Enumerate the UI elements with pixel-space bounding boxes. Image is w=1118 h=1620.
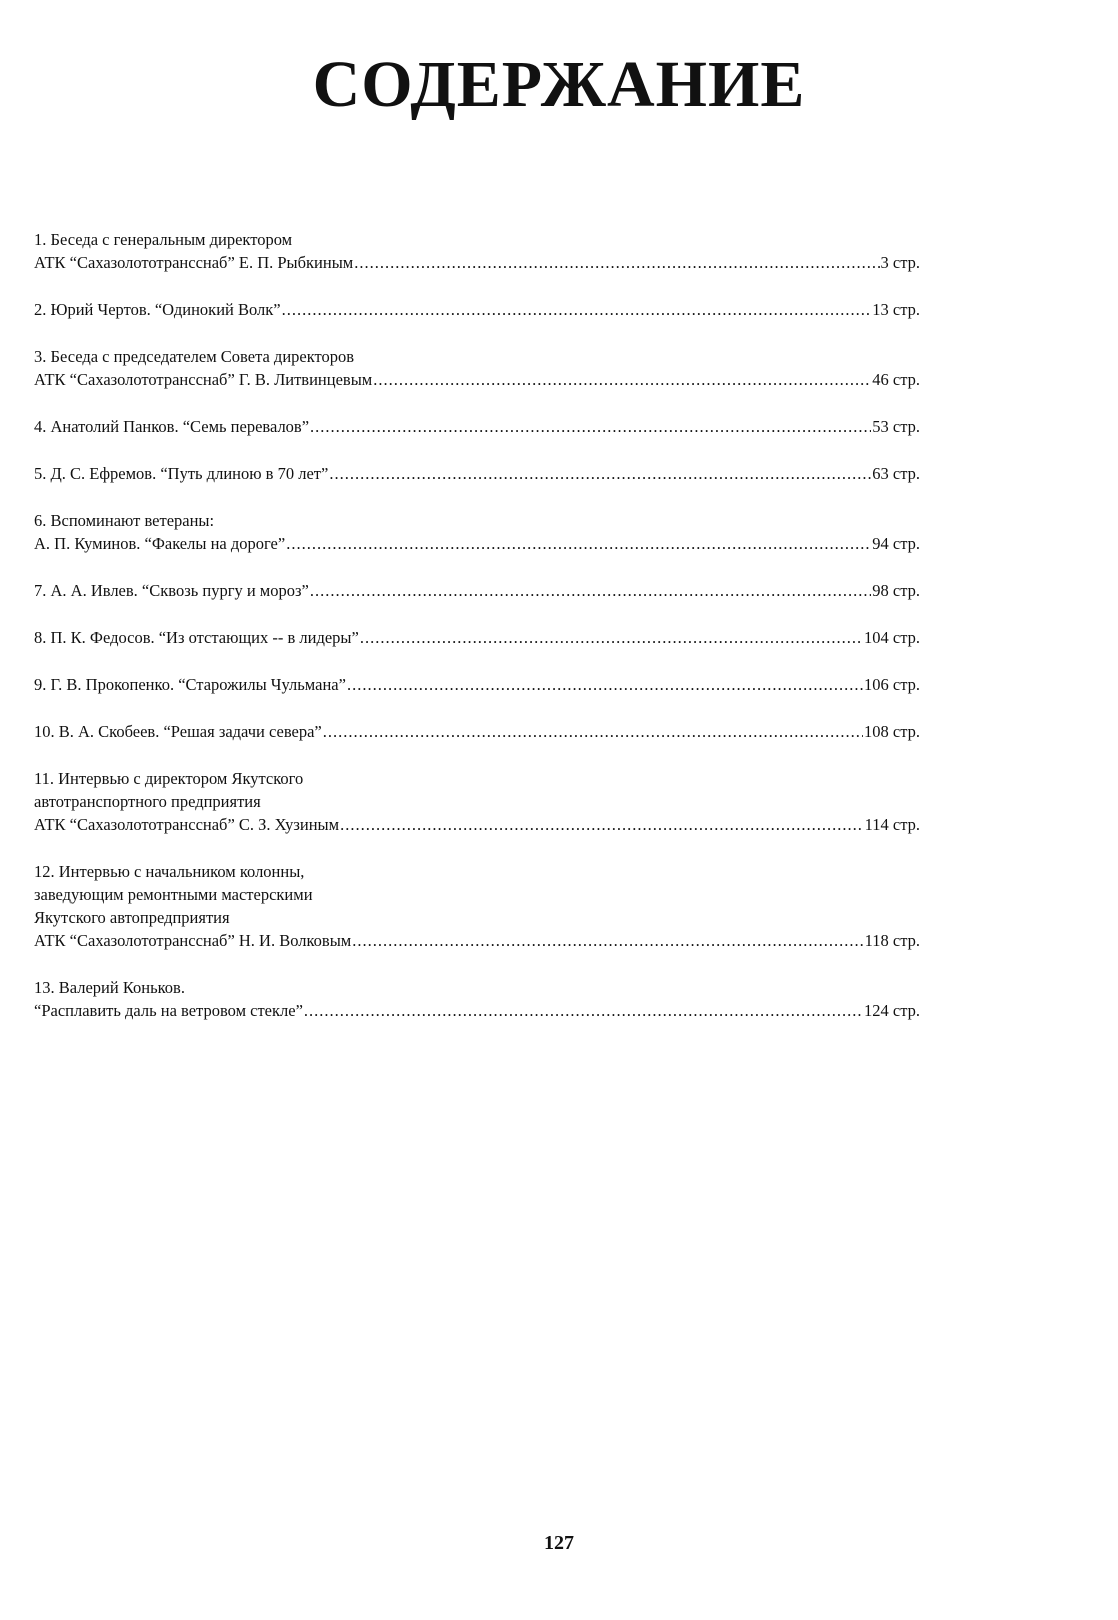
toc-page-ref: 13 стр. — [872, 300, 920, 319]
toc-entry-row — [34, 298, 920, 321]
toc-page-ref: 108 стр. — [864, 722, 920, 741]
toc-entry — [34, 345, 920, 391]
toc-entry-row — [34, 532, 920, 555]
toc-entry-row — [34, 626, 920, 649]
toc-page-ref: 46 стр. — [872, 370, 920, 389]
toc-entry-row — [34, 415, 920, 438]
dot-leader — [360, 626, 863, 649]
toc-entry-text: Якутского автопредприятия — [34, 908, 230, 927]
toc-page-ref: 98 стр. — [872, 581, 920, 600]
toc-entry-text: 1. Беседа с генеральным директором — [34, 230, 293, 249]
toc-entry-text: 5. Д. С. Ефремов. “Путь длиною в 70 лет” — [34, 464, 329, 483]
toc-entry-text: 9. Г. В. Прокопенко. “Старожилы Чульмана” — [34, 675, 346, 694]
page-number: 127 — [544, 1532, 574, 1554]
dot-leader — [282, 298, 872, 321]
toc-page-ref: 106 стр. — [864, 675, 920, 694]
toc-entry-text: 13. Валерий Коньков. — [34, 978, 185, 997]
dot-leader — [340, 813, 864, 836]
toc-entry-text: 8. П. К. Федосов. “Из отстающих -- в лидеры” — [34, 628, 359, 647]
toc-entry — [34, 976, 920, 1022]
toc-page-ref: 3 стр. — [880, 253, 920, 272]
toc-entry-row — [34, 462, 920, 485]
toc-entry-text: заведующим ремонтными мастерскими — [34, 885, 313, 904]
toc-page-ref: 124 стр. — [864, 1001, 920, 1020]
toc-entry-text: АТК “Сахазолототрансснаб” Н. И. Волковым — [34, 931, 352, 950]
toc-entry — [34, 228, 920, 274]
toc-entry-text: АТК “Сахазолототрансснаб” Г. В. Литвинцевым — [34, 370, 373, 389]
dot-leader — [329, 462, 871, 485]
toc-page-ref: 104 стр. — [864, 628, 920, 647]
toc-entry-row — [34, 720, 920, 743]
toc-page-ref: 94 стр. — [872, 534, 920, 553]
toc-entry — [34, 579, 920, 602]
toc-entry-row — [34, 999, 920, 1022]
toc-entry — [34, 626, 920, 649]
toc-entry-text: 4. Анатолий Панков. “Семь перевалов” — [34, 417, 310, 436]
toc-entry-text: АТК “Сахазолототрансснаб” С. З. Хузиным — [34, 815, 340, 834]
toc-entry — [34, 509, 920, 555]
toc-entry-text: 10. В. А. Скобеев. “Решая задачи севера” — [34, 722, 322, 741]
toc-entry-row — [34, 813, 920, 836]
toc-page-ref: 53 стр. — [872, 417, 920, 436]
toc-entry-text: 12. Интервью с начальником колонны, — [34, 862, 305, 881]
toc-page-ref: 63 стр. — [872, 464, 920, 483]
toc-entry-row — [34, 929, 920, 952]
dot-leader — [323, 720, 863, 743]
toc-entry — [34, 673, 920, 696]
toc-entry-text: 7. А. А. Ивлев. “Сквозь пургу и мороз” — [34, 581, 309, 600]
toc-entry — [34, 462, 920, 485]
dot-leader — [310, 579, 871, 602]
table-of-contents — [34, 228, 920, 1046]
dot-leader — [354, 251, 879, 274]
page-title: СОДЕРЖАНИЕ — [312, 48, 806, 121]
toc-entry-text: А. П. Куминов. “Факелы на дороге” — [34, 534, 286, 553]
toc-entry-text: 6. Вспоминают ветераны: — [34, 511, 215, 530]
toc-entry-text: автотранспортного предприятия — [34, 792, 261, 811]
dot-leader — [304, 999, 863, 1022]
toc-entry-text: 11. Интервью с директором Якутского — [34, 769, 304, 788]
toc-entry-row — [34, 579, 920, 602]
toc-entry — [34, 415, 920, 438]
dot-leader — [347, 673, 863, 696]
toc-entry-text: 3. Беседа с председателем Совета директоров — [34, 347, 355, 366]
dot-leader — [352, 929, 863, 952]
dot-leader — [373, 368, 871, 391]
dot-leader — [310, 415, 871, 438]
toc-entry — [34, 720, 920, 743]
dot-leader — [286, 532, 871, 555]
toc-entry-row — [34, 251, 920, 274]
toc-page-ref: 114 стр. — [864, 815, 920, 834]
toc-page-ref: 118 стр. — [864, 931, 920, 950]
toc-entry-text: АТК “Сахазолототрансснаб” Е. П. Рыбкиным — [34, 253, 354, 272]
toc-entry — [34, 767, 920, 836]
toc-entry-row — [34, 368, 920, 391]
toc-entry-text: 2. Юрий Чертов. “Одинокий Волк” — [34, 300, 281, 319]
toc-entry-row — [34, 673, 920, 696]
toc-entry-text: “Расплавить даль на ветровом стекле” — [34, 1001, 303, 1020]
toc-entry — [34, 298, 920, 321]
toc-entry — [34, 860, 920, 952]
